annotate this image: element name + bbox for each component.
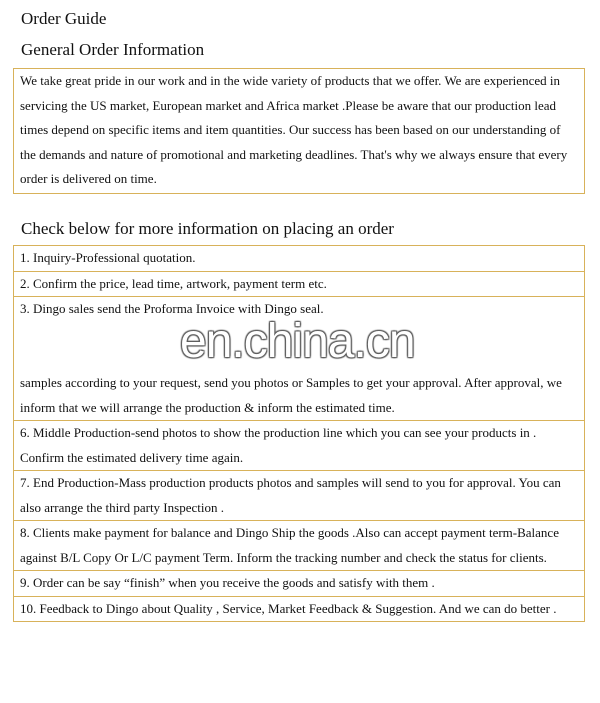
list-item: 7. End Production-Mass production products photos and samples will send to you for approval. You can also arrange the third party Inspection . (14, 470, 584, 520)
list-item: 10. Feedback to Dingo about Quality , Service, Market Feedback & Suggestion. And we can do better . (14, 596, 584, 622)
list-item: 8. Clients make payment for balance and Dingo Ship the goods .Also can accept payment term-Balance against B/L Copy Or L/C payment Term. Inform the tracking number and check the status for clients. (14, 520, 584, 570)
watermark: en.china.cn (180, 315, 415, 368)
page-title: Order Guide (21, 9, 107, 28)
list-item: samples according to your request, send you photos or Samples to get your approval. After approval, we inform that we will arrange the production & inform the estimated time. (20, 375, 562, 415)
list-item: 9. Order can be say “finish” when you receive the goods and satisfy with them . (14, 570, 584, 596)
list-item: 6. Middle Production-send photos to show the production line which you can see your products in . Confirm the estimated delivery time again. (14, 420, 584, 470)
list-item: 1. Inquiry-Professional quotation. (20, 250, 196, 265)
steps-list (13, 245, 585, 622)
general-info-paragraph: We take great pride in our work and in the wide variety of products that we offer. We are experienced in servicing the US market, European market and Africa market .Please be aware that our production lead times depend on specific items and item quantities. Our success has been based on our understanding of the demands and nature of promotional and marketing deadlines. That's why we always ensure that every order is delivered on time. (20, 73, 568, 186)
list-item-step3: 3. Dingo sales send the Proforma Invoice with Dingo seal. (20, 301, 324, 316)
list-item: 2. Confirm the price, lead time, artwork, payment term etc. (14, 271, 584, 297)
section-heading-steps: Check below for more information on placing an order (21, 219, 394, 238)
section-heading-general: General Order Information (21, 40, 205, 59)
general-info-box (13, 68, 585, 194)
